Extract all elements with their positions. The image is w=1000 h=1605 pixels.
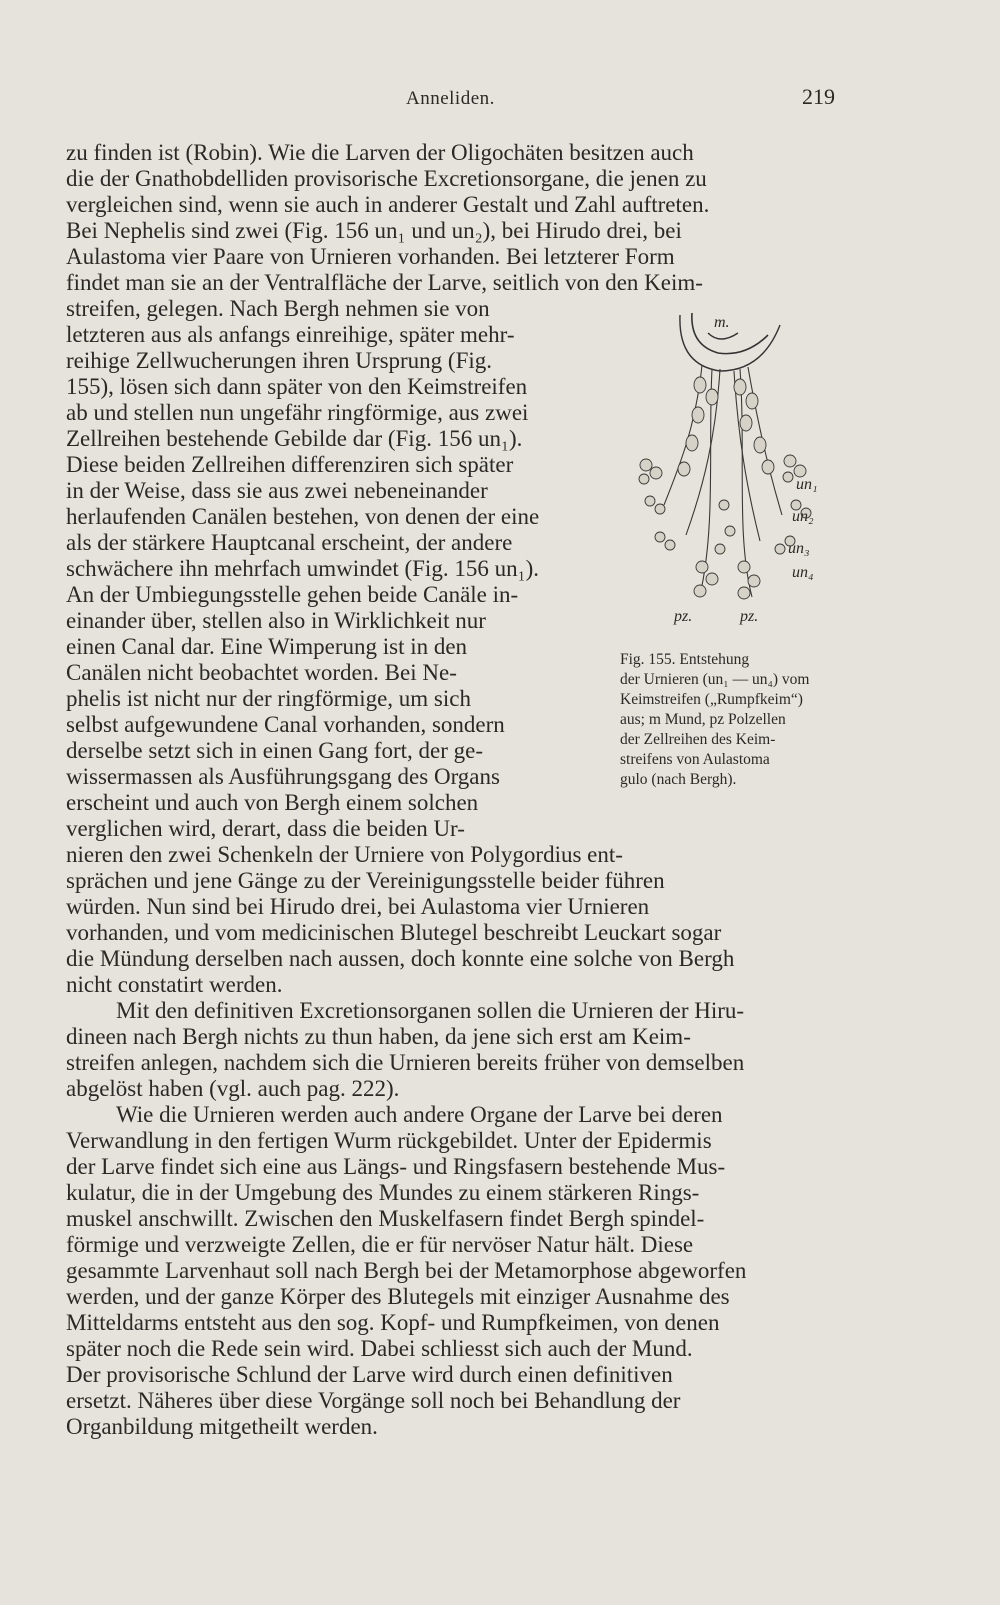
text-line: An der Umbiegungsstelle gehen beide Canäle in- — [66, 582, 519, 607]
text-line: reihige Zellwucherungen ihren Ursprung (Fig. — [66, 348, 493, 373]
text-line: Verwandlung in den fertigen Wurm rückgebildet. Unter der Epidermis — [66, 1128, 712, 1153]
text-line: herlaufenden Canälen bestehen, von denen der eine — [66, 504, 540, 529]
text-line: einen Canal dar. Eine Wimperung ist in den — [66, 634, 468, 659]
text-line: wissermassen als Ausführungsgang des Organs — [66, 764, 500, 789]
text-line: Canälen nicht beobachtet worden. Bei Ne- — [66, 660, 457, 685]
text-line: streifen anlegen, nachdem sich die Urnieren bereits früher von demselben — [66, 1050, 745, 1075]
text-line: ersetzt. Näheres über diese Vorgänge soll noch bei Behandlung der — [66, 1388, 681, 1413]
text-line: letzteren aus als anfangs einreihige, später mehr- — [66, 322, 515, 347]
text-line: vorhanden, und vom medicinischen Blutegel beschreibt Leuckart sogar — [66, 920, 722, 945]
text-line: Bei Nephelis sind zwei (Fig. 156 un₁ und un₂), bei Hirudo drei, bei — [66, 218, 682, 243]
text-line: gesammte Larvenhaut soll nach Bergh bei der Metamorphose abgeworfen — [66, 1258, 747, 1283]
text-line: phelis ist nicht nur der ringförmige, um sich — [66, 686, 471, 711]
text-line: der Larve findet sich eine aus Längs- und Ringsfasern bestehende Mus- — [66, 1154, 726, 1179]
text-line: förmige und verzweigte Zellen, die er für nervöser Natur hält. Diese — [66, 1232, 694, 1257]
text-line: die der Gnathobdelliden provisorische Excretionsorgane, die jenen zu — [66, 166, 707, 191]
text-line: selbst aufgewundene Canal vorhanden, sondern — [66, 712, 505, 737]
text-line: erscheint und auch von Bergh einem solchen — [66, 790, 479, 815]
page-header — [0, 84, 1000, 118]
text-line: Diese beiden Zellreihen differenziren sich später — [66, 452, 514, 477]
caption-line: Keimstreifen („Rumpfkeim“) — [620, 691, 803, 708]
caption-line: Fig. 155. Entstehung — [620, 651, 750, 668]
text-line: dineen nach Bergh nichts zu thun haben, da jene sich erst am Keim- — [66, 1024, 691, 1049]
page-number: 219 — [802, 84, 835, 109]
text-line: verglichen wird, derart, dass die beiden Ur- — [66, 816, 465, 841]
text-line: 155), lösen sich dann später von den Keimstreifen — [66, 374, 528, 399]
text-line: würden. Nun sind bei Hirudo drei, bei Aulastoma vier Urnieren — [66, 894, 650, 919]
text-line: muskel anschwillt. Zwischen den Muskelfasern findet Bergh spindel- — [66, 1206, 705, 1231]
label-pz-right: pz. — [740, 608, 759, 625]
text-line: Organbildung mitgetheilt werden. — [66, 1414, 378, 1439]
text-line: ab und stellen nun ungefähr ringförmige, aus zwei — [66, 400, 529, 425]
text-line: Zellreihen bestehende Gebilde dar (Fig. 156 un₁). — [66, 426, 523, 451]
label-un3: un₃ — [788, 540, 810, 557]
caption-line: der Urnieren (un₁ — un₄) vom — [620, 671, 810, 688]
text-line: findet man sie an der Ventralfläche der Larve, seitlich von den Keim- — [66, 270, 703, 295]
text-line: kulatur, die in der Umgebung des Mundes zu einem stärkeren Rings- — [66, 1180, 700, 1205]
text-line: einander über, stellen also in Wirklichkeit nur — [66, 608, 486, 633]
text-line: schwächere ihn mehrfach umwindet (Fig. 156 un₁). — [66, 556, 539, 581]
text-line: streifen, gelegen. Nach Bergh nehmen sie von — [66, 296, 490, 321]
text-line: als der stärkere Hauptcanal erscheint, der andere — [66, 530, 513, 555]
label-un1: un₁ — [796, 476, 818, 493]
caption-line: streifens von Aulastoma — [620, 751, 770, 768]
label-un4: un₄ — [792, 564, 814, 581]
text-line: in der Weise, dass sie aus zwei nebeneinander — [66, 478, 488, 503]
label-un2: un₂ — [792, 508, 814, 525]
label-m: m. — [714, 314, 730, 331]
text-line: Wie die Urnieren werden auch andere Organe der Larve bei deren — [116, 1102, 723, 1127]
text-line: die Mündung derselben nach aussen, doch konnte eine solche von Bergh — [66, 946, 735, 971]
label-pz-left: pz. — [674, 608, 693, 625]
text-line: vergleichen sind, wenn sie auch in anderer Gestalt und Zahl auftreten. — [66, 192, 710, 217]
text-line: nieren den zwei Schenkeln der Urniere von Polygordius ent- — [66, 842, 623, 867]
text-line: derselbe setzt sich in einen Gang fort, der ge- — [66, 738, 484, 763]
text-line: abgelöst haben (vgl. auch pag. 222). — [66, 1076, 400, 1101]
caption-line: der Zellreihen des Keim- — [620, 731, 776, 748]
text-line: Mit den definitiven Excretionsorganen sollen die Urnieren der Hiru- — [116, 998, 745, 1023]
caption-line: gulo (nach Bergh). — [620, 771, 737, 788]
text-line: werden, und der ganze Körper des Blutegels mit einziger Ausnahme des — [66, 1284, 730, 1309]
text-line: später noch die Rede sein wird. Dabei schliesst sich auch der Mund. — [66, 1336, 693, 1361]
text-line: Der provisorische Schlund der Larve wird durch einen definitiven — [66, 1362, 673, 1387]
caption-line: aus; m Mund, pz Polzellen — [620, 711, 786, 728]
text-line: nicht constatirt werden. — [66, 972, 283, 997]
urnieren-illustration — [620, 305, 870, 645]
text-line: zu finden ist (Robin). Wie die Larven der Oligochäten besitzen auch — [66, 140, 694, 165]
text-line: sprächen und jene Gänge zu der Vereinigungsstelle beider führen — [66, 868, 665, 893]
figure-155 — [620, 305, 870, 645]
text-line: Mitteldarms entsteht aus den sog. Kopf- und Rumpfkeimen, von denen — [66, 1310, 720, 1335]
text-line: Aulastoma vier Paare von Urnieren vorhanden. Bei letzterer Form — [66, 244, 675, 269]
figure-caption — [620, 650, 868, 790]
running-head: Anneliden. — [406, 88, 495, 109]
